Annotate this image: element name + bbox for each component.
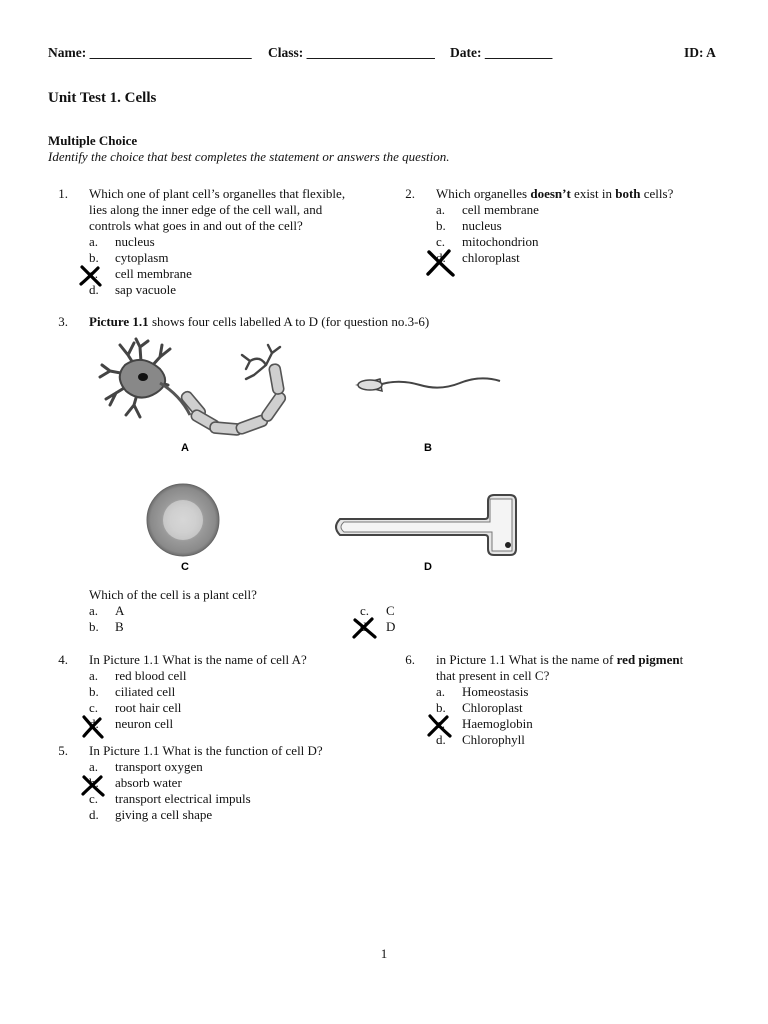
question-3: [48, 314, 608, 332]
cell-label-b: B: [424, 442, 432, 454]
neuron-cell-drawing: [100, 339, 287, 435]
question-text-line-2: lies along the inner edge of the cell wall, and: [89, 202, 323, 217]
class-field-label: Class: ___________________: [268, 45, 435, 60]
root-hair-cell-drawing: [336, 495, 516, 555]
question-1: 1. Which one of plant cell’s organelles that flexible, lies along the inner edge of the cell wall, and controls what goes in and out of the cell? a. nucleus b. cytoplasm c. cell membrane d. sap vacuole: [48, 186, 388, 306]
picture-1-1-cells-figure: [90, 335, 540, 580]
page-title: Unit Test 1. Cells: [48, 90, 157, 106]
question-text: In Picture 1.1 What is the name of cell A?: [89, 652, 307, 667]
cell-label-a: A: [181, 442, 189, 454]
date-field-label: Date: __________: [450, 45, 553, 60]
question-6: 6. in Picture 1.1 What is the name of red pigment that present in cell C? a. Homeostasis b. Chloroplast c. Haemoglobin d. Chlorophyll: [395, 652, 755, 752]
page-number: 1: [380, 946, 388, 961]
question-text: Picture 1.1 shows four cells labelled A to D (for question no.3-6): [89, 314, 430, 329]
cell-label-c: C: [181, 561, 189, 573]
name-field-label: Name: ________________________: [48, 45, 252, 60]
question-number: 6.: [405, 652, 415, 667]
answer-cross-mark-icon: [424, 248, 458, 278]
question-5: 5. In Picture 1.1 What is the function of cell D? a. transport oxygen b. absorb water c. transport electrical impuls d. giving a cell shape: [48, 743, 388, 833]
question-3-prompt: Which of the cell is a plant cell?: [89, 587, 257, 602]
question-number: 3.: [58, 314, 68, 329]
question-4: 4. In Picture 1.1 What is the name of cell A? a. red blood cell b. ciliated cell c. root hair cell d. neuron cell: [48, 652, 388, 742]
question-text-line-1: Which one of plant cell’s organelles that flexible,: [89, 186, 346, 201]
question-number: 4.: [58, 652, 68, 667]
question-number: 5.: [58, 743, 68, 758]
question-text-line-2: that present in cell C?: [436, 668, 550, 683]
question-text: In Picture 1.1 What is the function of cell D?: [89, 743, 323, 758]
question-text-line-1: in Picture 1.1 What is the name of red pigment: [436, 652, 684, 667]
section-instruction: Identify the choice that best completes the statement or answers the question.: [48, 149, 450, 164]
answer-cross-mark-icon: [80, 774, 108, 798]
answer-cross-mark-icon: [351, 616, 379, 640]
question-text: Which organelles doesn’t exist in both cells?: [436, 186, 674, 201]
answer-cross-mark-icon: [80, 714, 106, 740]
section-title: Multiple Choice: [48, 133, 138, 148]
question-text-line-3: controls what goes in and out of the cell?: [89, 218, 303, 233]
question-2: 2. Which organelles doesn’t exist in both cells? a. cell membrane b. nucleus c. mitochondrion d. chloroplast: [395, 186, 735, 266]
red-blood-cell-drawing: [147, 484, 219, 556]
answer-cross-mark-icon: [426, 713, 454, 739]
cell-label-d: D: [424, 561, 432, 573]
answer-cross-mark-icon: [78, 264, 104, 288]
question-number: 1.: [58, 186, 68, 201]
test-id: ID: A: [684, 45, 716, 60]
question-number: 2.: [405, 186, 415, 201]
sperm-cell-drawing: [358, 378, 500, 391]
